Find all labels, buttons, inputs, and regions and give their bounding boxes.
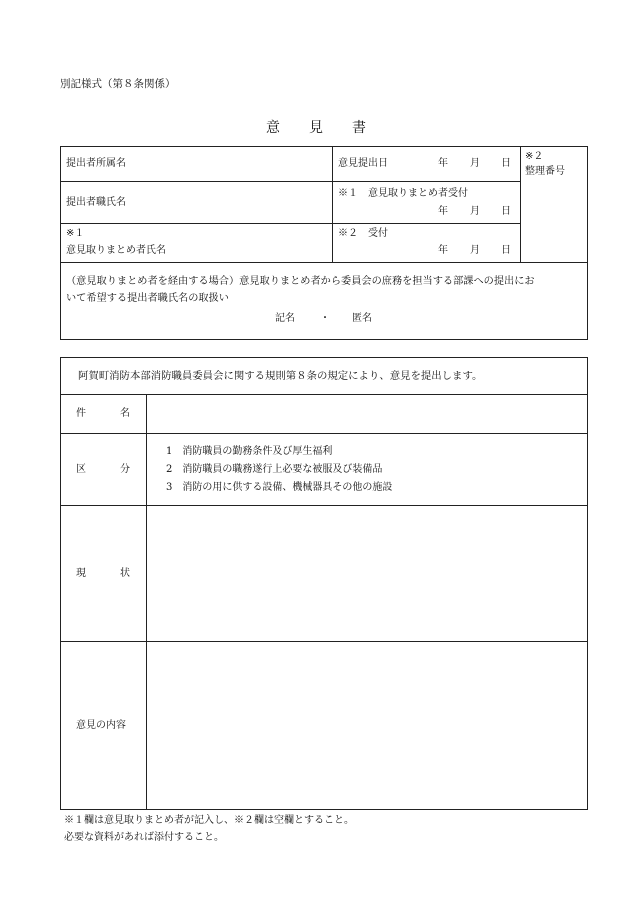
submit-date-day: 日 [501,158,511,169]
category-label-char-2: 分 [120,464,130,475]
coordinator-receipt-label: ※１ 意見取りまとめ者受付 [338,188,468,199]
receipt-day: 日 [501,245,511,256]
handling-line-1: （意見取りまとめ者を経由する場合）意見取りまとめ者から委員会の庶務を担当する部課への提出にお [66,276,535,287]
ref-number-label: 整理番号 [525,166,565,177]
title-char-2: 見 [309,120,323,136]
footnote-2: 必要な資料があれば添付すること。 [64,832,224,843]
coordinator-mark: ※１ [66,228,85,239]
note2-mark: ※２ [525,151,544,162]
coord-receipt-year: 年 [438,206,448,217]
footnote-1: ※１欄は意見取りまとめ者が記入し、※２欄は空欄とすること。 [64,815,354,826]
opinion-content-label: 意見の内容 [76,720,126,731]
receipt-month: 月 [470,245,480,256]
category-item-1: 1 消防職員の勤務条件及び厚生福利 [166,446,333,457]
subject-label-char-1: 件 [76,408,86,419]
coord-receipt-month: 月 [470,206,480,217]
subject-label-char-2: 名 [120,408,130,419]
submitter-name-label: 提出者職氏名 [66,197,126,208]
receipt-year: 年 [438,245,448,256]
coord-receipt-day: 日 [501,206,511,217]
option-separator: ・ [320,313,330,324]
handling-line-2: いて希望する提出者職氏名の取扱い [66,293,229,304]
category-item-3: 3 消防の用に供する設備、機械器具その他の施設 [166,482,393,493]
category-item-2: 2 消防職員の職務遂行上必要な被服及び装備品 [166,464,383,475]
submit-date-year: 年 [438,158,448,169]
status-label-char-2: 状 [120,568,130,579]
receipt-label: ※２ 受付 [338,228,388,239]
form-label: 別記様式（第８条関係） [60,78,176,90]
option-anonymous: 匿名 [352,313,372,324]
submit-date-month: 月 [470,158,480,169]
status-label-char-1: 現 [76,568,86,579]
intro-statement: 阿賀町消防本部消防職員委員会に関する規則第８条の規定により、意見を提出します。 [78,370,483,382]
title-char-3: 書 [352,120,366,136]
affiliation-label: 提出者所属名 [66,158,126,169]
coordinator-name-label: 意見取りまとめ者氏名 [66,245,166,256]
category-label-char-1: 区 [76,464,86,475]
submit-date-label: 意見提出日 [338,158,388,169]
title-char-1: 意 [266,120,280,136]
option-named: 記名 [275,313,295,324]
